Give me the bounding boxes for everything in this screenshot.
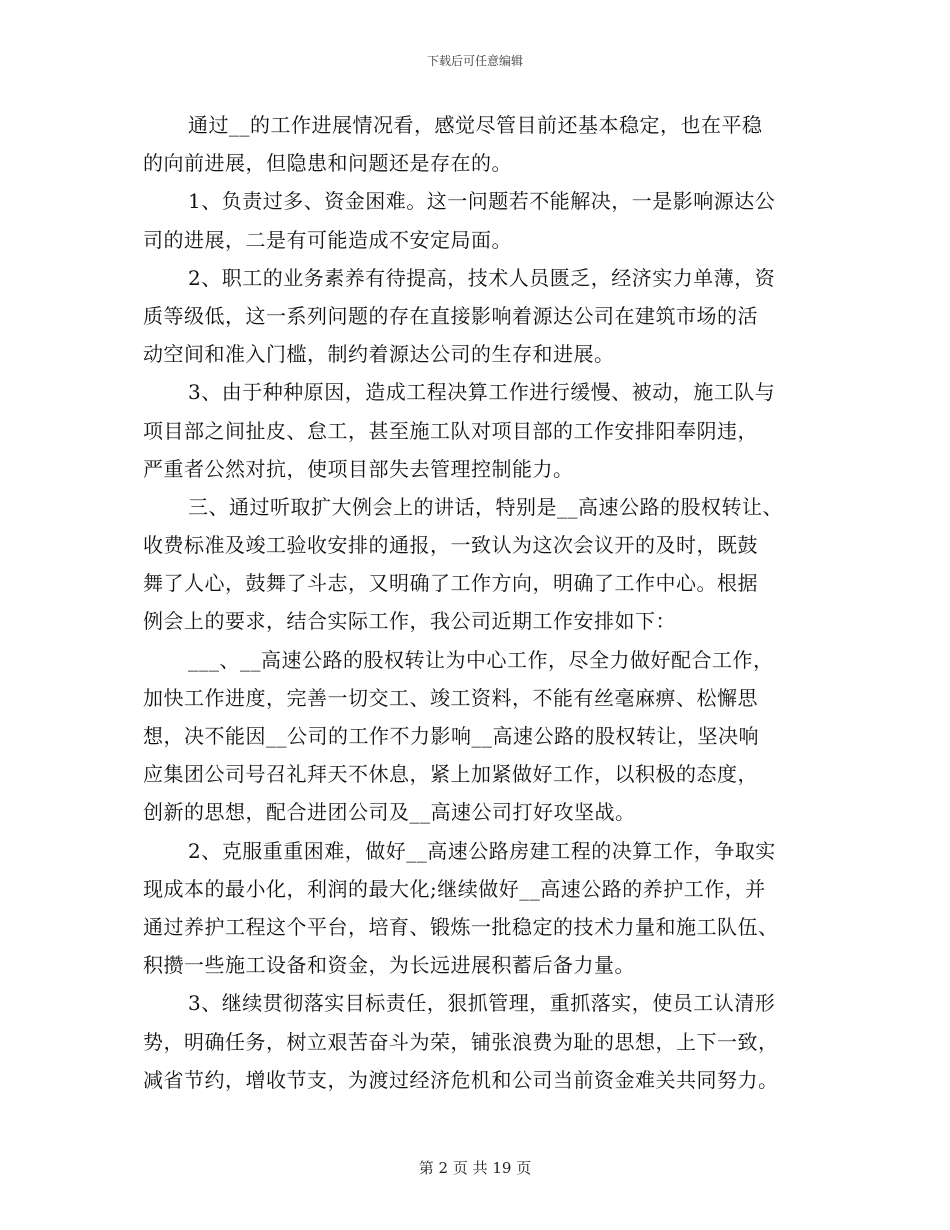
text-line: 3、由于种种原因，造成工程决算工作进行缓慢、被动，施工队与 bbox=[188, 380, 776, 405]
text-line: 1、负责过多、资金困难。这一问题若不能解决，一是影响源达公 bbox=[188, 189, 776, 214]
text-line: 现成本的最小化，利润的最大化;继续做好__高速公路的养护工作，并 bbox=[143, 876, 766, 901]
document-body bbox=[143, 106, 815, 1099]
text-line: 通过__的工作进展情况看，感觉尽管目前还基本稳定，也在平稳 bbox=[188, 113, 763, 137]
text-line: 3、继续贯彻落实目标责任，狠抓管理，重抓落实，使员工认清形 bbox=[188, 991, 776, 1016]
text-line: 司的进展，二是有可能造成不安定局面。 bbox=[143, 227, 512, 252]
text-line: 想，决不能因__公司的工作不力影响__高速公路的股权转让，坚决响 bbox=[143, 724, 759, 748]
text-line: 应集团公司号召礼拜天不休息，紧上加紧做好工作，以积极的态度， bbox=[143, 762, 758, 787]
text-line: 质等级低，这一系列问题的存在直接影响着源达公司在建筑市场的活 bbox=[143, 303, 758, 328]
text-line: 2、克服重重困难，做好__高速公路房建工程的决算工作，争取实 bbox=[188, 838, 776, 863]
text-line: 通过养护工程这个平台，培育、锻炼一批稳定的技术力量和施工队伍、 bbox=[143, 914, 779, 939]
page-number: 第 2 页 共 19 页 bbox=[418, 1159, 532, 1177]
text-line: 例会上的要求，结合实际工作，我公司近期工作安排如下： bbox=[143, 609, 676, 634]
text-line: 减省节约，增收节支，为渡过经济危机和公司当前资金难关共同努力。 bbox=[143, 1067, 779, 1092]
text-line: 的向前进展，但隐患和问题还是存在的。 bbox=[143, 151, 512, 176]
text-line: 收费标准及竣工验收安排的通报，一致认为这次会议开的及时，既鼓 bbox=[143, 533, 758, 558]
text-line: ___、__高速公路的股权转让为中心工作，尽全力做好配合工作， bbox=[188, 647, 774, 672]
text-line: 动空间和准入门槛，制约着源达公司的生存和进展。 bbox=[143, 342, 615, 367]
text-line: 严重者公然对抗，使项目部失去管理控制能力。 bbox=[143, 456, 574, 481]
text-line: 积攒一些施工设备和资金，为长远进展积蓄后备力量。 bbox=[143, 953, 635, 978]
text-line: 三、通过听取扩大例会上的讲话，特别是__高速公路的股权转让、 bbox=[188, 494, 783, 519]
text-line: 加快工作进度，完善一切交工、竣工资料，不能有丝毫麻痹、松懈思 bbox=[143, 685, 758, 710]
text-line: 舞了人心，鼓舞了斗志，又明确了工作方向，明确了工作中心。根据 bbox=[143, 571, 758, 596]
page-header: 下载后可任意编辑 bbox=[426, 54, 523, 68]
text-line: 项目部之间扯皮、怠工，甚至施工队对项目部的工作安排阳奉阴违， bbox=[143, 418, 758, 443]
text-line: 2、职工的业务素养有待提高，技术人员匮乏，经济实力单薄，资 bbox=[188, 265, 776, 290]
text-line: 势，明确任务，树立艰苦奋斗为荣，铺张浪费为耻的思想，上下一致， bbox=[143, 1029, 779, 1054]
text-line: 创新的思想，配合进团公司及__高速公司打好攻坚战。 bbox=[143, 800, 636, 825]
